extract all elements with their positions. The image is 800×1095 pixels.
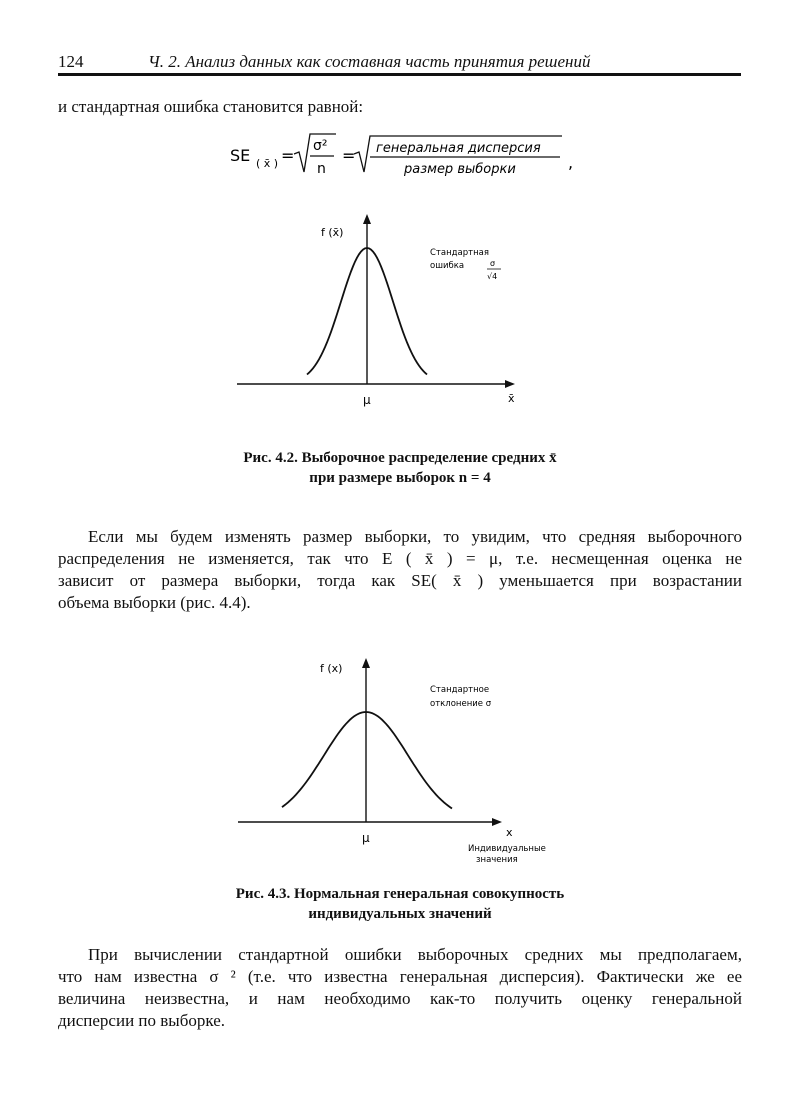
fig2-y-label: f (x) xyxy=(320,662,343,675)
fig2-x-sub2: значения xyxy=(476,855,518,865)
fig1-mean-label: μ xyxy=(363,393,371,407)
formula-frac2-den: размер выборки xyxy=(404,162,516,177)
fig1-annotation-line2: ошибка xyxy=(430,261,465,271)
standard-error-formula xyxy=(228,128,608,184)
fig1-annotation-frac-den: √4 xyxy=(487,272,498,281)
paragraph-2 xyxy=(58,944,742,1032)
formula-lhs-sub: ( x̄ ) xyxy=(256,157,279,170)
figure-4-3-caption xyxy=(170,884,630,924)
fig2-annotation-line2: отклонение σ xyxy=(430,699,492,709)
para1-line4: объема выборки (рис. 4.4). xyxy=(58,593,251,612)
para2-line2: что нам известна σ ² (т.е. что известна генеральная дисперсия). Фактически же ее xyxy=(58,967,742,986)
fig2-caption-line2: индивидуальных значений xyxy=(308,906,492,922)
fig2-population-curve xyxy=(282,712,452,809)
fig1-y-label: f (x̄) xyxy=(321,226,344,239)
chapter-title: Ч. 2. Анализ данных как составная часть принятия решений xyxy=(148,52,591,71)
fig1-annotation-line1: Стандартная xyxy=(430,248,489,258)
para1-line2: распределения не изменяется, так что E ( x̄ ) = μ, т.е. несмещенная оценка не xyxy=(58,549,742,568)
formula-equals-2: = xyxy=(342,146,356,165)
fig1-x-axis-arrow xyxy=(505,380,515,388)
fig2-x-axis-arrow xyxy=(492,818,502,826)
paragraph-1 xyxy=(58,526,742,614)
fig2-caption-line1: Рис. 4.3. Нормальная генеральная совокупность xyxy=(235,886,565,902)
figure-4-2-caption xyxy=(190,448,610,488)
formula-frac2-num: генеральная дисперсия xyxy=(376,141,541,156)
fig1-y-axis-arrow xyxy=(363,214,371,224)
formula-trailing: , xyxy=(568,153,574,172)
figure-4-3 xyxy=(230,650,570,870)
header-rule xyxy=(58,73,741,76)
para1-line3: зависит от размера выборки, тогда как SE( x̄ ) уменьшается при возрастании xyxy=(58,571,742,590)
formula-frac1-num: σ² xyxy=(313,138,328,154)
para2-line4: дисперсии по выборке. xyxy=(58,1011,226,1030)
fig2-annotation-line1: Стандартное xyxy=(430,685,490,695)
para1-line1: Если мы будем изменять размер выборки, то увидим, что средняя выборочного xyxy=(88,527,742,546)
fig1-annotation-frac-num: σ xyxy=(490,259,496,268)
intro-text: и стандартная ошибка становится равной: xyxy=(58,97,364,116)
fig2-x-sub1: Индивидуальные xyxy=(468,844,546,854)
fig1-x-label: x̄ xyxy=(508,392,515,405)
para2-line3: величина неизвестна, и нам необходимо как-то получить оценку генеральной xyxy=(58,989,742,1008)
fig1-caption-line1: Рис. 4.2. Выборочное распределение средних x̄ xyxy=(243,450,557,466)
fig2-y-axis-arrow xyxy=(362,658,370,668)
formula-equals-1: = xyxy=(281,146,295,165)
fig1-caption-line2: при размере выборок n = 4 xyxy=(309,470,491,486)
page-number: 124 xyxy=(58,52,84,71)
formula-lhs: SE xyxy=(230,146,251,165)
fig2-mean-label: μ xyxy=(362,831,370,845)
formula-frac1-den: n xyxy=(317,161,326,177)
fig2-x-label: x xyxy=(506,826,513,839)
figure-4-2 xyxy=(225,210,535,410)
para2-line1: При вычислении стандартной ошибки выборочных средних мы предполагаем, xyxy=(88,945,742,964)
